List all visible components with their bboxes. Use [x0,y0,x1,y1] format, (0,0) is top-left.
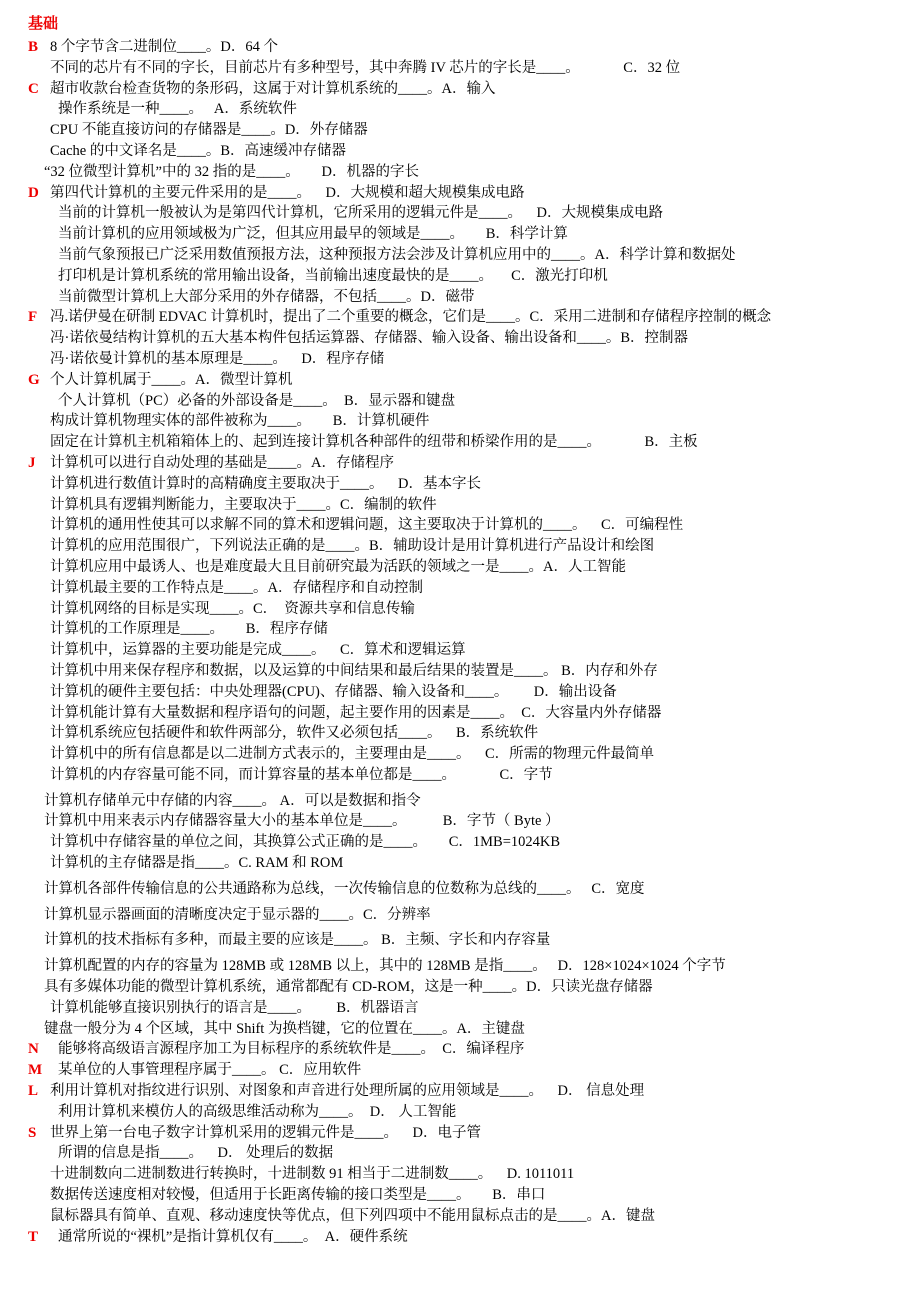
question-text: CPU 不能直接访问的存储器是____。D．外存储器 [50,122,368,139]
answer-letter-marker: L [28,1083,39,1100]
question-line [0,640,920,661]
answer-letter-marker: D [28,184,39,201]
question-line [0,1039,920,1060]
question-line [0,1123,920,1144]
question-text: 所谓的信息是指____。 D． 处理后的数据 [58,1145,334,1162]
question-line [0,557,920,578]
question-text: 数据传送速度相对较慢，但适用于长距离传输的接口类型是____。 B．串口 [50,1187,546,1204]
question-line [0,495,920,516]
question-text: 计算机的应用范围很广，下列说法正确的是____。B．辅助设计是用计算机进行产品设计和绘图 [50,538,655,555]
question-line [0,661,920,682]
question-line [0,1060,920,1081]
question-text: 固定在计算机主机箱箱体上的、起到连接计算机各种部件的纽带和桥梁作用的是____。 B．主板 [50,434,698,451]
question-line [0,411,920,432]
question-text: 计算机的主存储器是指____。C. RAM 和 ROM [50,855,344,872]
question-text: 计算机系统应包括硬件和软件两部分，软件又必须包括____。 B．系统软件 [50,725,539,742]
question-line [0,370,920,391]
question-line [0,1227,920,1248]
question-text: 当前的计算机一般被认为是第四代计算机，它所采用的逻辑元件是____。 D．大规模集成电路 [58,205,663,222]
question-text: “32 位微型计算机”中的 32 指的是____。 D．机器的字长 [44,163,419,180]
question-line [0,578,920,599]
question-line [0,832,920,853]
question-line [0,162,920,183]
question-text: 计算机中用来表示内存储器容量大小的基本单位是____。 B．字节（ Byte ） [44,813,560,830]
answer-letter-marker: N [28,1041,39,1058]
question-text: 计算机最主要的工作特点是____。A．存储程序和自动控制 [50,579,423,596]
question-line [0,905,920,926]
question-line [0,1185,920,1206]
question-line [0,224,920,245]
question-text: 计算机存储单元中存储的内容____。 A．可以是数据和指令 [44,792,421,809]
question-text: 构成计算机物理实体的部件被称为____。 B．计算机硬件 [50,413,430,430]
question-line [0,930,920,951]
answer-letter-marker: M [28,1062,43,1079]
answer-letter-marker: T [28,1228,39,1245]
question-line [0,328,920,349]
question-text: 冯·诺依曼计算机的基本原理是____。 D．程序存储 [50,350,385,367]
question-line [0,703,920,724]
answer-letter-marker: G [28,371,40,388]
question-line [0,1102,920,1123]
answer-letter-marker: B [28,39,39,55]
question-text: 计算机进行数值计算时的高精确度主要取决于____。 D．基本字长 [50,475,481,492]
question-text: 计算机能够直接识别执行的语言是____。 B．机器语言 [50,999,419,1016]
question-text: 计算机中，运算器的主要功能是完成____。 C．算术和逻辑运算 [50,642,466,659]
answer-letter-marker: J [28,454,36,471]
question-text: 鼠标器具有简单、直观、移动速度快等优点，但下列四项中不能用鼠标点击的是____。A．键盘 [50,1207,655,1224]
question-line [0,1143,920,1164]
question-text: 操作系统是一种____。 A．系统软件 [58,101,297,118]
question-line [0,203,920,224]
question-text: 不同的芯片有不同的字长，目前芯片有多种型号，其中奔腾 IV 芯片的字长是____。 C．32 位 [50,59,681,76]
question-list [0,37,920,1247]
question-text: 计算机应用中最诱人、也是难度最大且目前研究最为活跃的领域之一是____。A．人工智能 [50,558,626,575]
question-text: 十进制数向二进制数进行转换时，十进制数 91 相当于二进制数____。 D. 1011011 [50,1166,575,1183]
question-line [0,599,920,620]
question-text: 计算机的技术指标有多种，而最主要的应该是____。 B．主频、字长和内存容量 [44,932,551,949]
question-text: 冯.诺伊曼在研制 EDVAC 计算机时，提出了二个重要的概念，它们是____。C．采用二进制和存储程序控制的概念 [50,309,772,326]
question-text: 当前计算机的应用领域极为广泛，但其应用最早的领域是____。 B．科学计算 [58,226,568,243]
question-line [0,183,920,204]
question-text: 计算机网络的目标是实现____。C． 资源共享和信息传输 [50,600,415,617]
question-line [0,956,920,977]
question-line [0,723,920,744]
question-text: 计算机的内存容量可能不同，而计算容量的基本单位都是____。 C．字节 [50,766,553,783]
question-text: 计算机中存储容量的单位之间，其换算公式正确的是____。 C．1MB=1024KB [50,834,561,851]
question-line [0,432,920,453]
question-text: 8 个字节含二进制位____。D．64 个 [50,39,278,55]
question-text: 计算机各部件传输信息的公共通路称为总线，一次传输信息的位数称为总线的____。 C．宽度 [44,880,645,897]
question-text: 计算机中的所有信息都是以二进制方式表示的，主要理由是____。 C．所需的物理元件最简单 [50,746,655,763]
question-text: 超市收款台检查货物的条形码，这属于对计算机系统的____。A．输入 [50,80,496,97]
question-line [0,120,920,141]
page-title: 基础 [28,16,59,32]
question-text: 计算机能计算有大量数据和程序语句的问题，起主要作用的因素是____。 C．大容量内外存储器 [50,704,662,721]
question-line [0,536,920,557]
question-text: 计算机的工作原理是____。 B．程序存储 [50,621,328,638]
question-text: 利用计算机对指纹进行识别、对图象和声音进行处理所属的应用领域是____。 D． 信息处理 [50,1083,645,1100]
question-line [0,1019,920,1040]
question-line [0,682,920,703]
question-line [0,37,920,58]
question-text: 个人计算机（PC）必备的外部设备是____。 B．显示器和键盘 [58,392,456,409]
question-text: 个人计算机属于____。A．微型计算机 [50,371,293,388]
question-text: 冯·诺依曼结构计算机的五大基本构件包括运算器、存储器、输入设备、输出设备和____。B．控制器 [50,330,688,347]
question-line [0,245,920,266]
question-text: 某单位的人事管理程序属于____。 C．应用软件 [58,1062,362,1079]
question-line [0,515,920,536]
question-line [0,349,920,370]
question-line [0,287,920,308]
question-text: 具有多媒体功能的微型计算机系统，通常都配有 CD-ROM，这是一种____。D．只读光盘存储器 [44,979,653,996]
question-line [0,1081,920,1102]
question-line [0,879,920,900]
question-text: 键盘一般分为 4 个区域，其中 Shift 为换档键，它的位置在____。A．主键盘 [44,1020,525,1037]
question-text: 能够将高级语言源程序加工为目标程序的系统软件是____。 C．编译程序 [58,1041,525,1058]
question-text: 计算机的硬件主要包括：中央处理器(CPU)、存储器、输入设备和____。 D．输出设备 [50,683,617,700]
question-text: Cache 的中文译名是____。B．高速缓冲存储器 [50,142,347,159]
question-line [0,307,920,328]
question-line [0,744,920,765]
question-line [0,811,920,832]
answer-letter-marker: S [28,1124,37,1141]
question-line [0,1206,920,1227]
question-text: 计算机的通用性使其可以求解不同的算术和逻辑问题，这主要取决于计算机的____。 C．可编程性 [50,517,684,534]
question-line [0,141,920,162]
question-line [0,58,920,79]
question-text: 第四代计算机的主要元件采用的是____。 D．大规模和超大规模集成电路 [50,184,525,201]
question-text: 打印机是计算机系统的常用输出设备，当前输出速度最快的是____。 C．激光打印机 [58,267,608,284]
question-line [0,791,920,812]
question-line [0,453,920,474]
question-text: 利用计算机来模仿人的高级思维活动称为____。 D． 人工智能 [58,1103,457,1120]
question-text: 通常所说的“裸机”是指计算机仅有____。 A．硬件系统 [58,1228,408,1245]
question-line [0,998,920,1019]
question-line [0,765,920,786]
question-text: 计算机配置的内存的容量为 128MB 或 128MB 以上，其中的 128MB 是指____。 D．128×1024×1024 个字节 [44,958,726,975]
question-line [0,79,920,100]
question-line [0,266,920,287]
question-text: 计算机中用来保存程序和数据，以及运算的中间结果和最后结果的装置是____。 B．内存和外存 [50,662,658,679]
question-text: 当前微型计算机上大部分采用的外存储器，不包括____。D．磁带 [58,288,475,305]
question-line [0,853,920,874]
question-text: 计算机可以进行自动处理的基础是____。A．存储程序 [50,454,394,471]
question-line [0,619,920,640]
answer-letter-marker: F [28,309,38,326]
question-line [0,391,920,412]
question-line [0,474,920,495]
question-text: 计算机具有逻辑判断能力，主要取决于____。C．编制的软件 [50,496,437,513]
question-line [0,977,920,998]
question-text: 世界上第一台电子数字计算机采用的逻辑元件是____。 D．电子管 [50,1124,481,1141]
answer-letter-marker: C [28,80,39,97]
question-line [0,99,920,120]
question-text: 当前气象预报已广泛采用数值预报方法，这种预报方法会涉及计算机应用中的____。A．科学计算和数据处 [58,246,736,263]
question-line [0,1164,920,1185]
question-text: 计算机显示器画面的清晰度决定于显示器的____。C．分辨率 [44,906,431,923]
